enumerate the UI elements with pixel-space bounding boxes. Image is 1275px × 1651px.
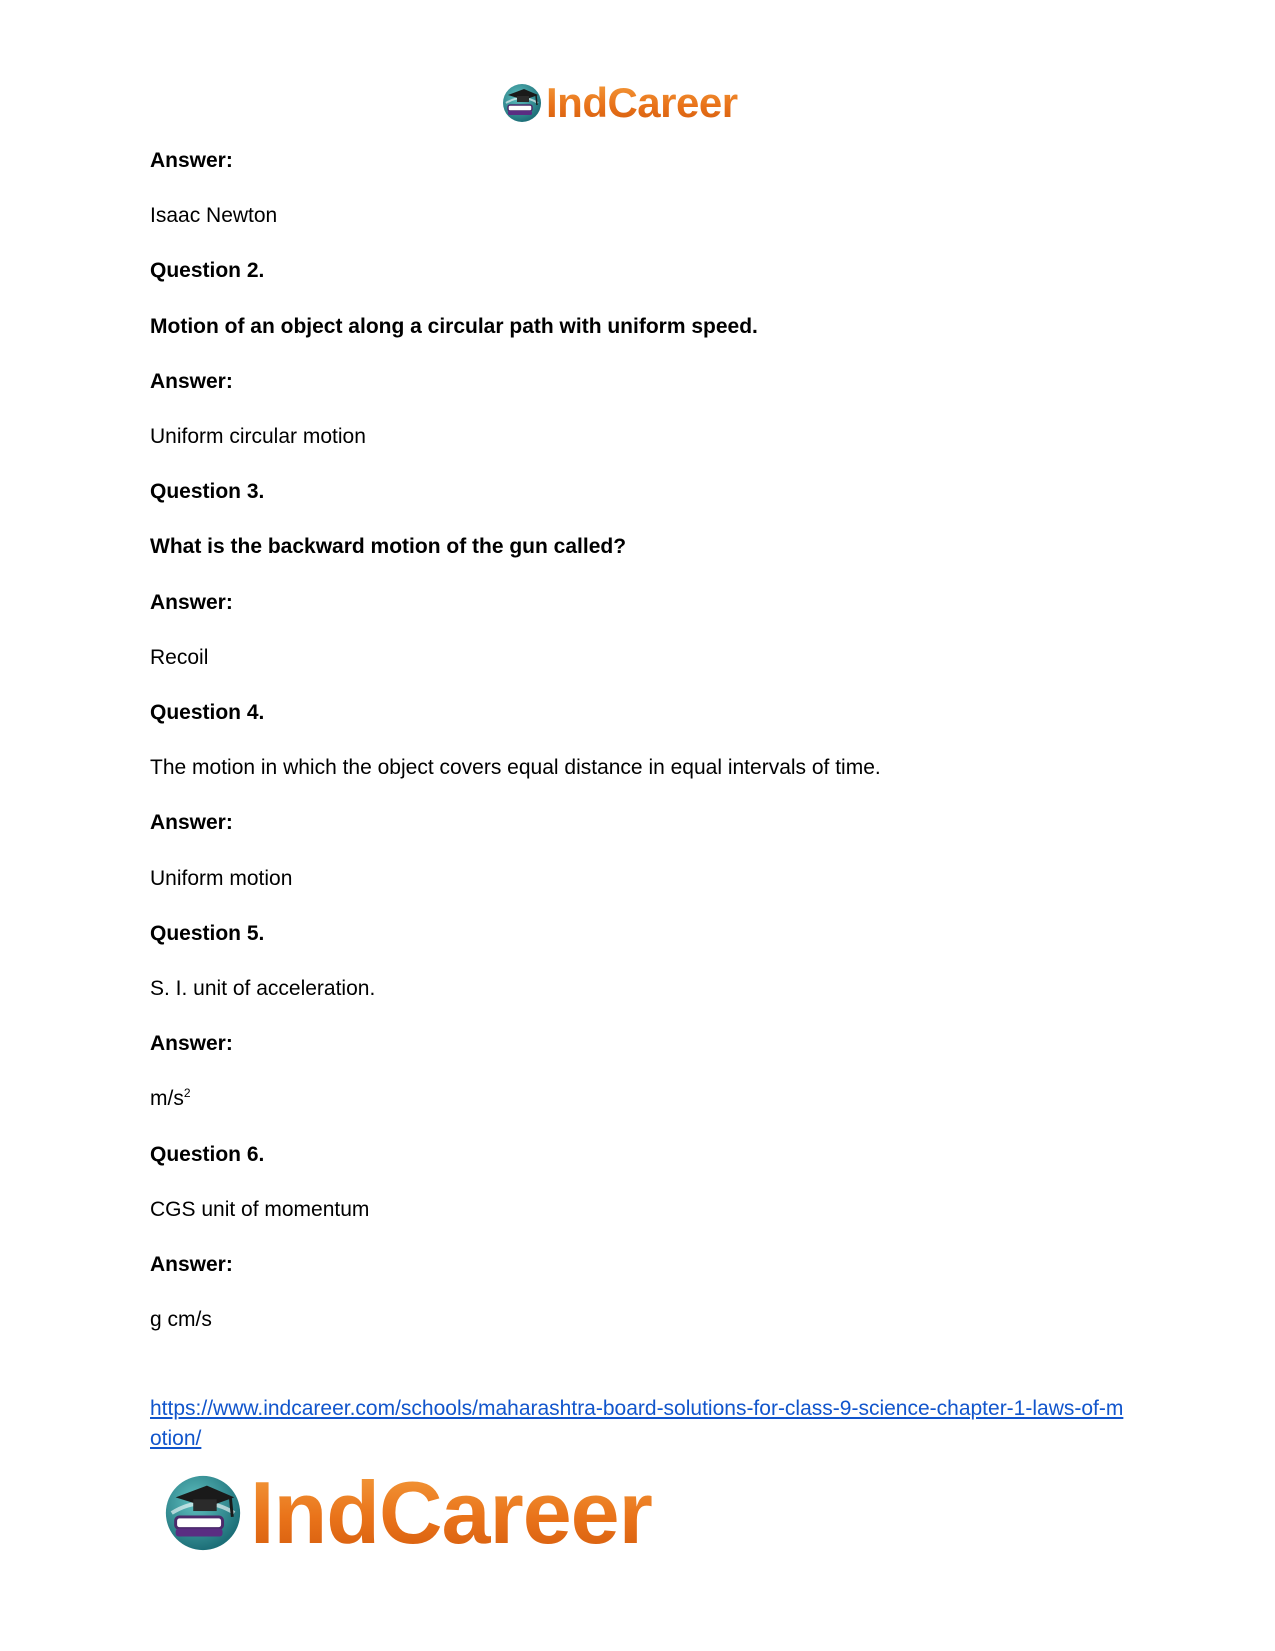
question-text: Question 2. (150, 259, 265, 282)
superscript: 2 (183, 1086, 191, 1100)
answer-text: The motion in which the object covers equal distance in equal intervals of time. (150, 756, 881, 779)
answer-label: Answer: (150, 370, 233, 393)
answer-text: S. I. unit of acceleration. (150, 977, 376, 1000)
header-logo-text: IndCareer (546, 79, 738, 126)
answer-text: Uniform circular motion (150, 425, 366, 448)
answer-text: CGS unit of momentum (150, 1198, 370, 1221)
footer-logo (160, 1463, 652, 1562)
answer-label: Answer: (150, 811, 233, 834)
graduation-cap-book-globe-icon (500, 81, 544, 125)
source-link[interactable]: https://www.indcareer.com/schools/maharashtra-board-solutions-for-class-9-science-chapter-1-laws-of-motion/ (150, 1397, 1124, 1450)
answer-label: Answer: (150, 1253, 233, 1276)
answer-text: Uniform motion (150, 867, 293, 890)
answer-text: $m/s^2$ (150, 1086, 191, 1110)
answer-label: Answer: (150, 1032, 233, 1055)
footer-logo-text: IndCareer (250, 1463, 652, 1562)
header-logo (500, 80, 738, 126)
graduation-cap-book-globe-icon (160, 1470, 246, 1556)
answer-text: g cm/s (150, 1308, 212, 1331)
question-text: Motion of an object along a circular path with uniform speed. (150, 315, 758, 338)
question-text: Question 4. (150, 701, 265, 724)
answer-label: Answer: (150, 149, 233, 172)
question-text: What is the backward motion of the gun called? (150, 535, 627, 558)
question-text: Question 3. (150, 480, 265, 503)
answer-text: Isaac Newton (150, 204, 278, 227)
question-text: Question 5. (150, 922, 265, 945)
answer-text: Recoil (150, 646, 209, 669)
answer-label: Answer: (150, 591, 233, 614)
question-text: Question 6. (150, 1143, 265, 1166)
